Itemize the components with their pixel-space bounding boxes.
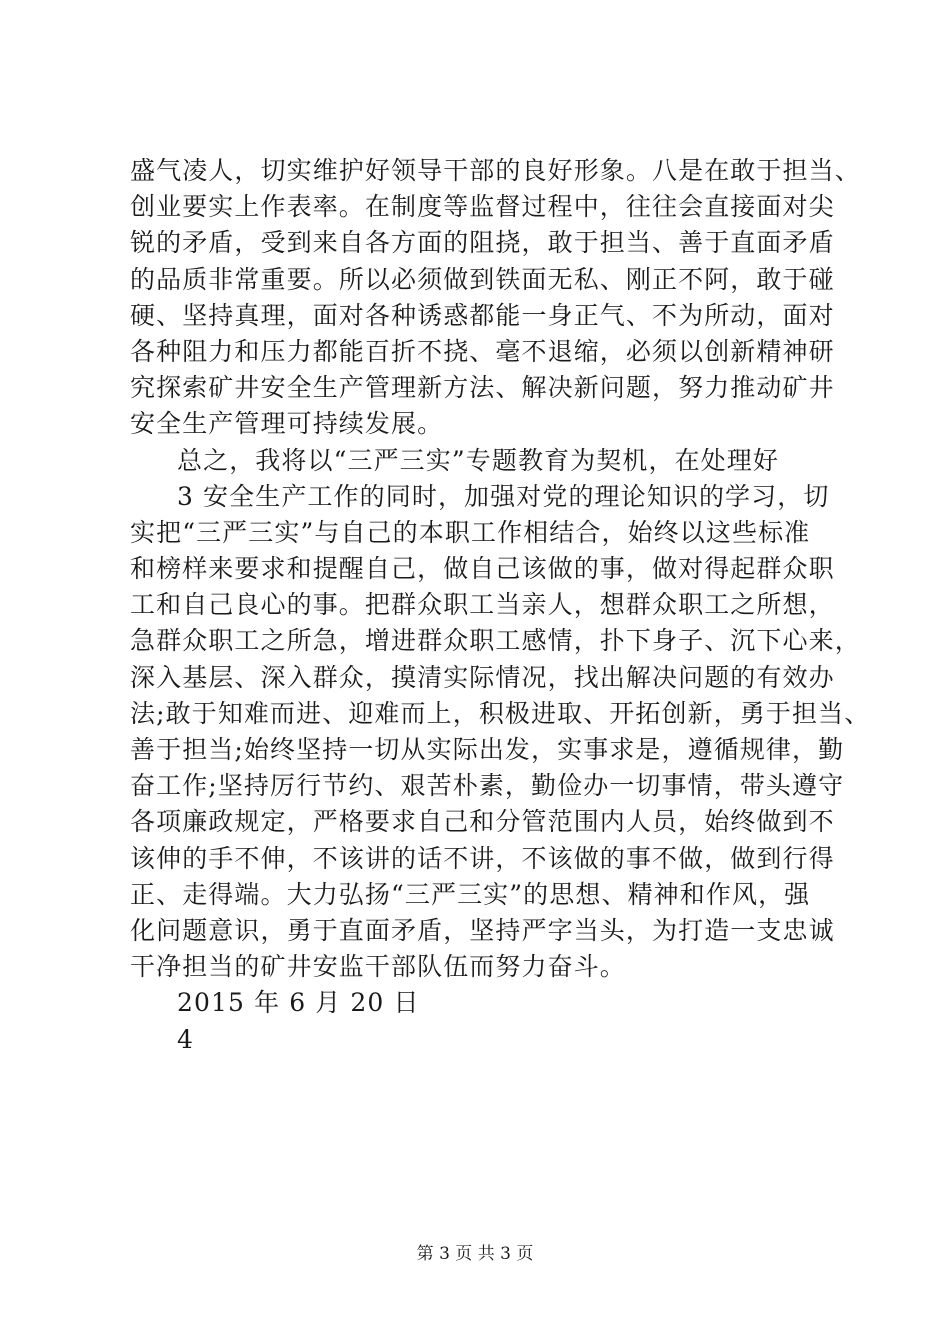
text-line: 盛气凌人，切实维护好领导干部的良好形象。八是在敢于担当、 <box>130 156 861 185</box>
text-line: 安全生产管理可持续发展。 <box>130 409 444 439</box>
document-date: 2015 年 6 月 20 日 <box>177 988 420 1018</box>
text-line: 和榜样来要求和提醒自己，做自己该做的事，做对得起群众职 <box>130 554 835 584</box>
text-line: 各项廉政规定，严格要求自己和分管范围内人员，始终做到不 <box>130 807 835 837</box>
text-line: 该伸的手不伸，不该讲的话不讲，不该做的事不做，做到行得 <box>130 843 835 873</box>
text-line: 化问题意识，勇于直面矛盾，坚持严字当头，为打造一支忠诚 <box>130 915 835 945</box>
text-line: 的品质非常重要。所以必须做到铁面无私、刚正不阿，敢于碰 <box>130 264 835 294</box>
text-line: 各种阻力和压力都能百折不挠、毫不退缩，必须以创新精神研 <box>130 336 835 366</box>
text-line: 实把“三严三实”与自己的本职工作相结合，始终以这些标准 <box>130 517 811 547</box>
text-line: 创业要实上作表率。在制度等监督过程中，往往会直接面对尖 <box>130 192 835 222</box>
text-line: 硬、坚持真理，面对各种诱惑都能一身正气、不为所动，面对 <box>130 300 835 330</box>
text-line: 善于担当;始终坚持一切从实际出发，实事求是，遵循规律，勤 <box>130 735 845 764</box>
text-line: 正、走得端。大力弘扬“三严三实”的思想、精神和作风，强 <box>130 879 811 909</box>
paragraph-start-line: 总之，我将以“三严三实”专题教育为契机，在处理好 <box>177 445 779 475</box>
text-line: 深入基层、深入群众，摸清实际情况，找出解决问题的有效办 <box>130 662 835 692</box>
text-line: 工和自己良心的事。把群众职工当亲人，想群众职工之所想， <box>130 590 835 620</box>
text-line: 法;敢于知难而进、迎难而上，积极进取、开拓创新，勇于担当、 <box>130 698 871 728</box>
text-line: 3 安全生产工作的同时，加强对党的理论知识的学习，切 <box>177 481 830 511</box>
text-line: 奋工作;坚持厉行节约、艰苦朴素，勤俭办一切事情，带头遵守 <box>130 771 845 801</box>
text-line: 干净担当的矿井安监干部队伍而努力奋斗。 <box>130 952 626 982</box>
text-line: 急群众职工之所急，增进群众职工感情，扑下身子、沉下心来， <box>130 626 861 656</box>
text-line: 锐的矛盾，受到来自各方面的阻挠，敢于担当、善于直面矛盾 <box>130 228 835 258</box>
page-marker: 4 <box>177 1024 195 1054</box>
page-footer: 第 3 页 共 3 页 <box>416 1244 534 1264</box>
text-line: 究探索矿井安全生产管理新方法、解决新问题，努力推动矿井 <box>130 373 835 403</box>
document-body <box>130 153 871 1058</box>
